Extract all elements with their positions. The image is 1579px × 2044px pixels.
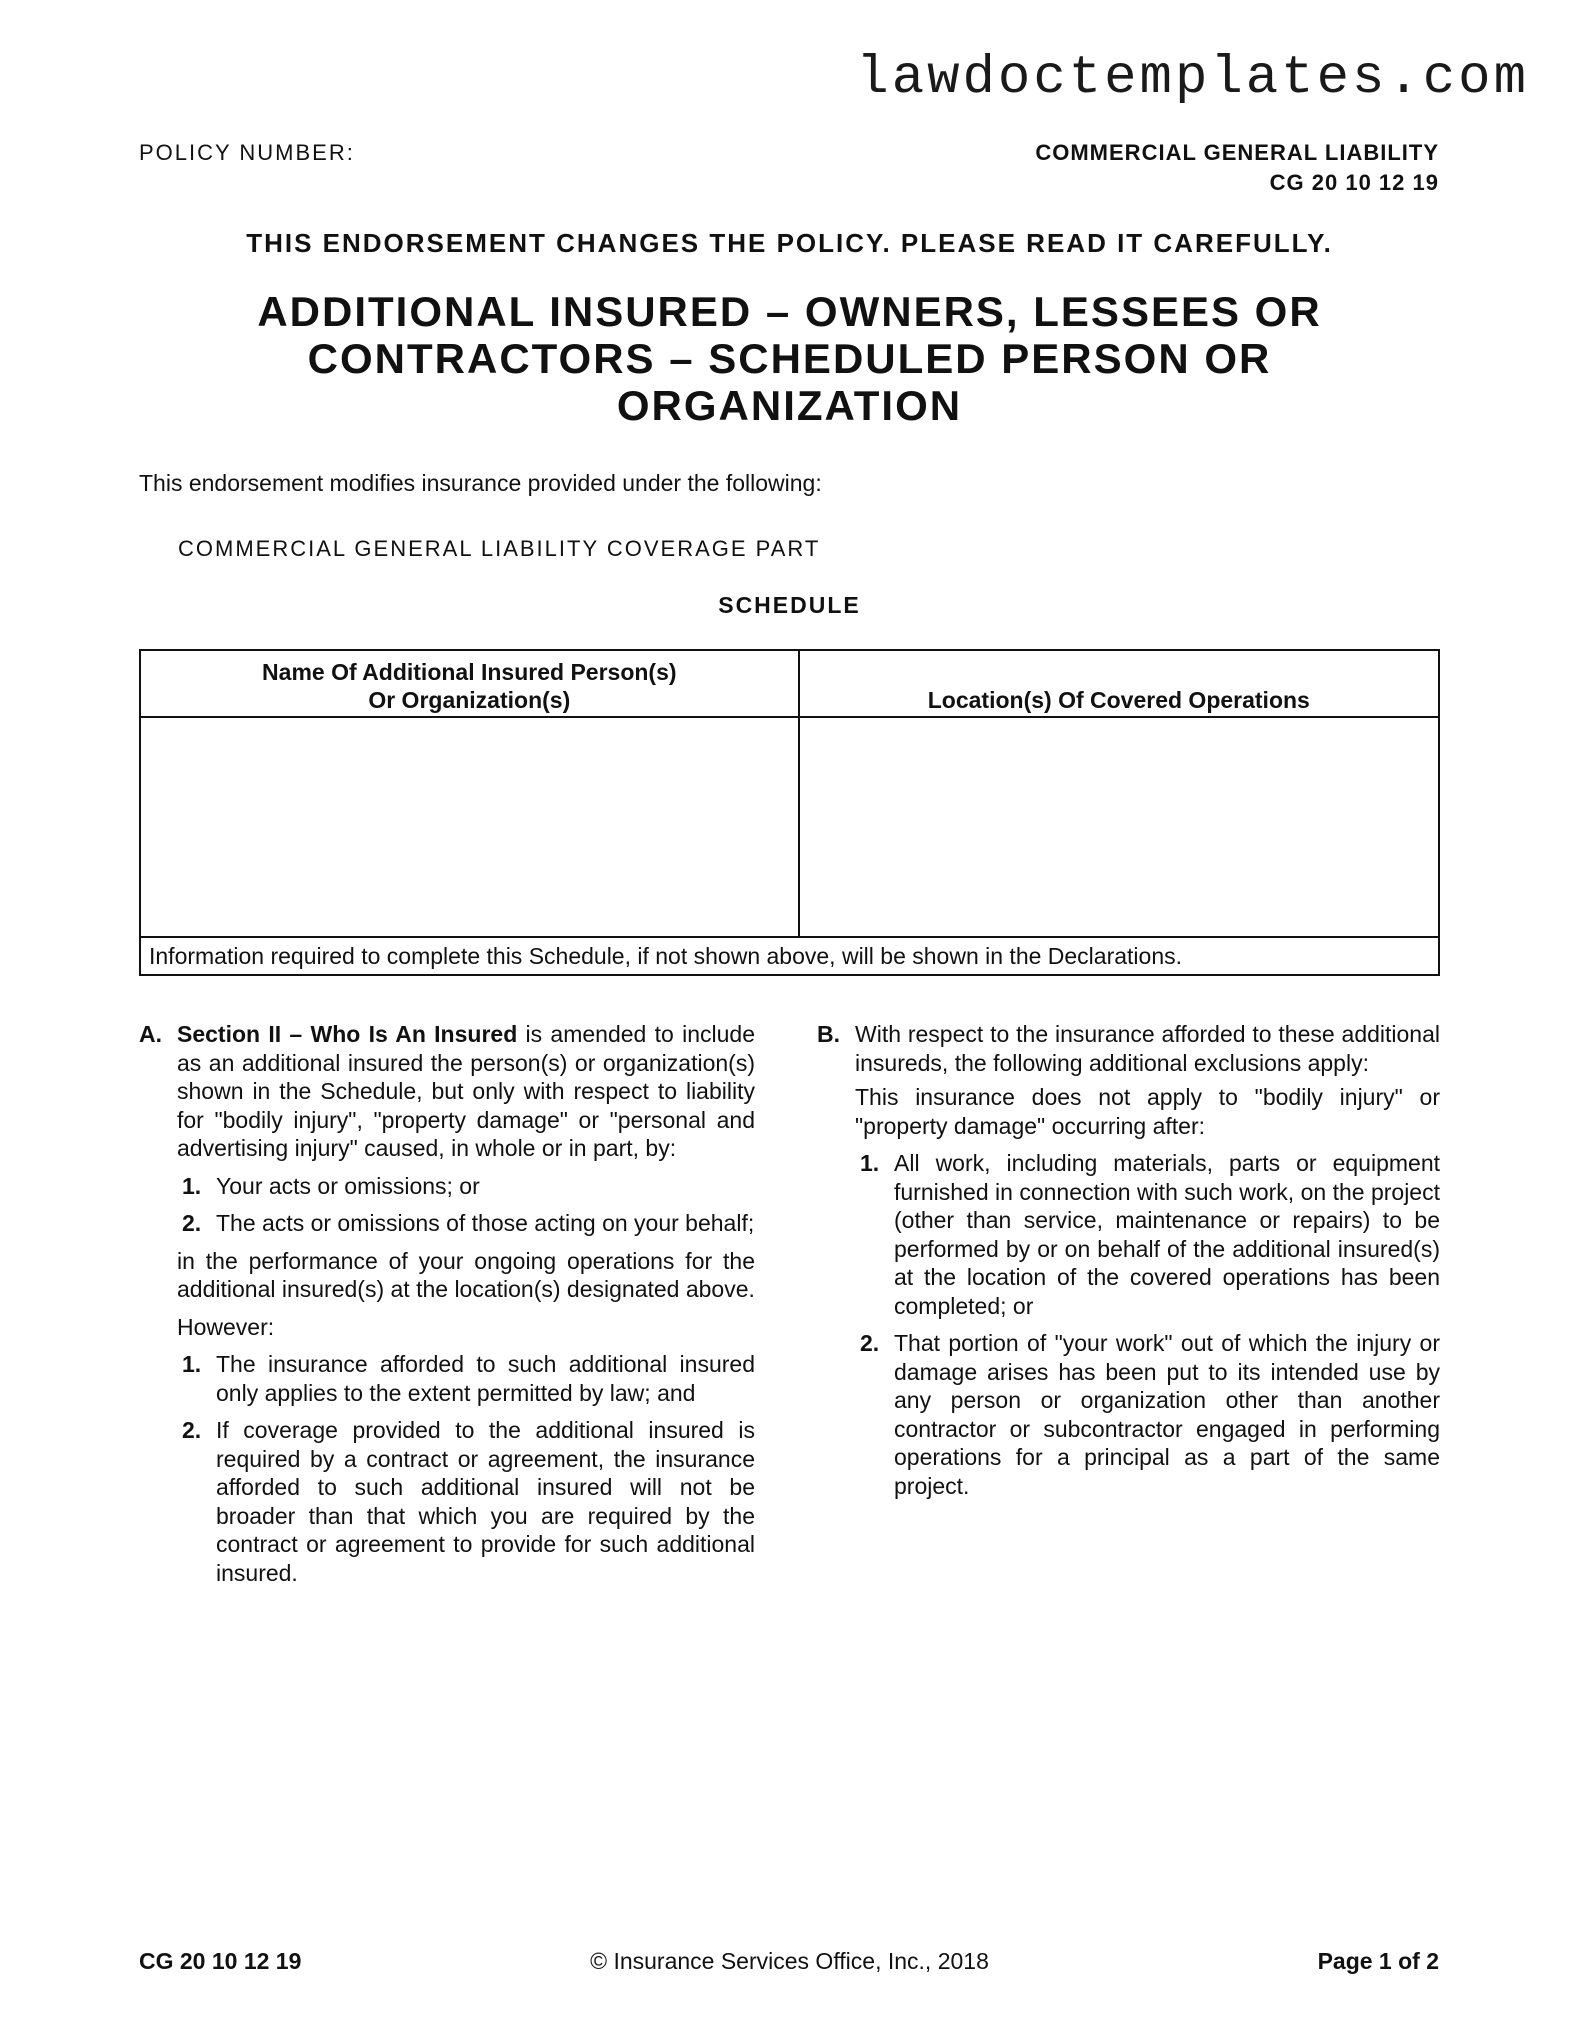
schedule-note: Information required to complete this Schedule, if not shown above, will be shown in the Declarations. xyxy=(140,937,1439,975)
list-item-label: 2. xyxy=(182,1210,202,1236)
list-item-label: 2. xyxy=(860,1330,880,1356)
schedule-heading: SCHEDULE xyxy=(718,592,861,618)
left-column xyxy=(139,1020,755,1596)
form-number: CG 20 10 12 19 xyxy=(1269,170,1439,195)
watermark: lawdoctemplates.com xyxy=(856,48,1529,109)
list-item xyxy=(139,1416,755,1587)
section-b xyxy=(817,1020,1440,1077)
title-line: ORGANIZATION xyxy=(616,382,963,429)
endorsement-notice: THIS ENDORSEMENT CHANGES THE POLICY. PLEASE READ IT CAREFULLY. xyxy=(246,228,1333,258)
schedule-name-field[interactable] xyxy=(140,717,799,937)
section-a-label: A. xyxy=(139,1021,162,1047)
list-item-text: If coverage provided to the additional insured is required by a contract or agreement, the insurance afforded to such additional insured will not be broader than that which you are required by the contract or agreement to provide for such additional insured. xyxy=(216,1417,755,1586)
footer-form-number: CG 20 10 12 19 xyxy=(139,1948,302,1974)
right-column xyxy=(817,1020,1440,1509)
list-item-label: 1. xyxy=(182,1172,202,1199)
list-item xyxy=(139,1209,755,1238)
coverage-part: COMMERCIAL GENERAL LIABILITY COVERAGE PART xyxy=(178,536,821,561)
list-item-text: That portion of "your work" out of which the injury or damage arises has been put to its intended use by any person or organization other than another contractor or subcontractor engaged in performing operations for a principal as a part of the same project. xyxy=(894,1330,1440,1499)
policy-number-label: POLICY NUMBER: xyxy=(139,140,355,165)
section-a xyxy=(139,1020,755,1163)
list-item xyxy=(817,1149,1440,1320)
schedule-header-name-line1: Name Of Additional Insured Person(s) xyxy=(262,659,677,685)
section-b-label: B. xyxy=(817,1021,840,1047)
title-line: ADDITIONAL INSURED – OWNERS, LESSEES OR xyxy=(257,288,1322,335)
list-item-text: The acts or omissions of those acting on your behalf; xyxy=(216,1210,755,1236)
section-a-continuation: in the performance of your ongoing operations for the additional insured(s) at the location(s) designated above. xyxy=(177,1247,755,1302)
however-label: However: xyxy=(177,1313,275,1340)
list-item-text: The insurance afforded to such additional insured only applies to the extent permitted by law; and xyxy=(216,1351,755,1406)
footer-copyright: © Insurance Services Office, Inc., 2018 xyxy=(590,1948,989,1974)
list-item-label: 1. xyxy=(182,1351,202,1377)
schedule-header-location xyxy=(799,650,1439,717)
schedule-header-location-label: Location(s) Of Covered Operations xyxy=(927,687,1310,713)
schedule-header-name xyxy=(140,650,799,717)
list-item-text: All work, including materials, parts or equipment furnished in connection with such work, on the project (other than service, maintenance or repairs) to be performed by or on behalf of the additional insured(s) at the location of the covered operations has been completed; or xyxy=(894,1150,1440,1319)
section-a-heading: Section II – Who Is An Insured xyxy=(177,1021,518,1047)
schedule-location-field[interactable] xyxy=(799,717,1439,937)
form-header xyxy=(1035,138,1439,198)
list-item-label: 2. xyxy=(182,1417,202,1443)
title-line: CONTRACTORS – SCHEDULED PERSON OR xyxy=(307,335,1272,382)
list-item xyxy=(139,1350,755,1407)
section-b-text: With respect to the insurance afforded to these additional insureds, the following additional exclusions apply: xyxy=(855,1021,1440,1076)
schedule-header-name-line2: Or Organization(s) xyxy=(368,687,571,713)
list-item-label: 1. xyxy=(860,1150,880,1176)
page-title xyxy=(200,288,1379,429)
line-of-business: COMMERCIAL GENERAL LIABILITY xyxy=(1035,140,1439,165)
list-item xyxy=(817,1329,1440,1500)
footer-page-number: Page 1 of 2 xyxy=(1317,1948,1439,1974)
list-item xyxy=(139,1172,755,1201)
modifies-text: This endorsement modifies insurance provided under the following: xyxy=(139,470,822,496)
section-a-text: is amended to include as an additional insured the person(s) or organization(s) shown in the Schedule, but only with respect to liability for "bodily injury", "property damage" or "personal and advertising injury" caused, in whole or in part, by: xyxy=(177,1021,755,1161)
schedule-table xyxy=(139,649,1440,976)
section-b-text2: This insurance does not apply to "bodily injury" or "property damage" occurring after: xyxy=(855,1084,1440,1139)
list-item-text: Your acts or omissions; or xyxy=(216,1172,480,1199)
